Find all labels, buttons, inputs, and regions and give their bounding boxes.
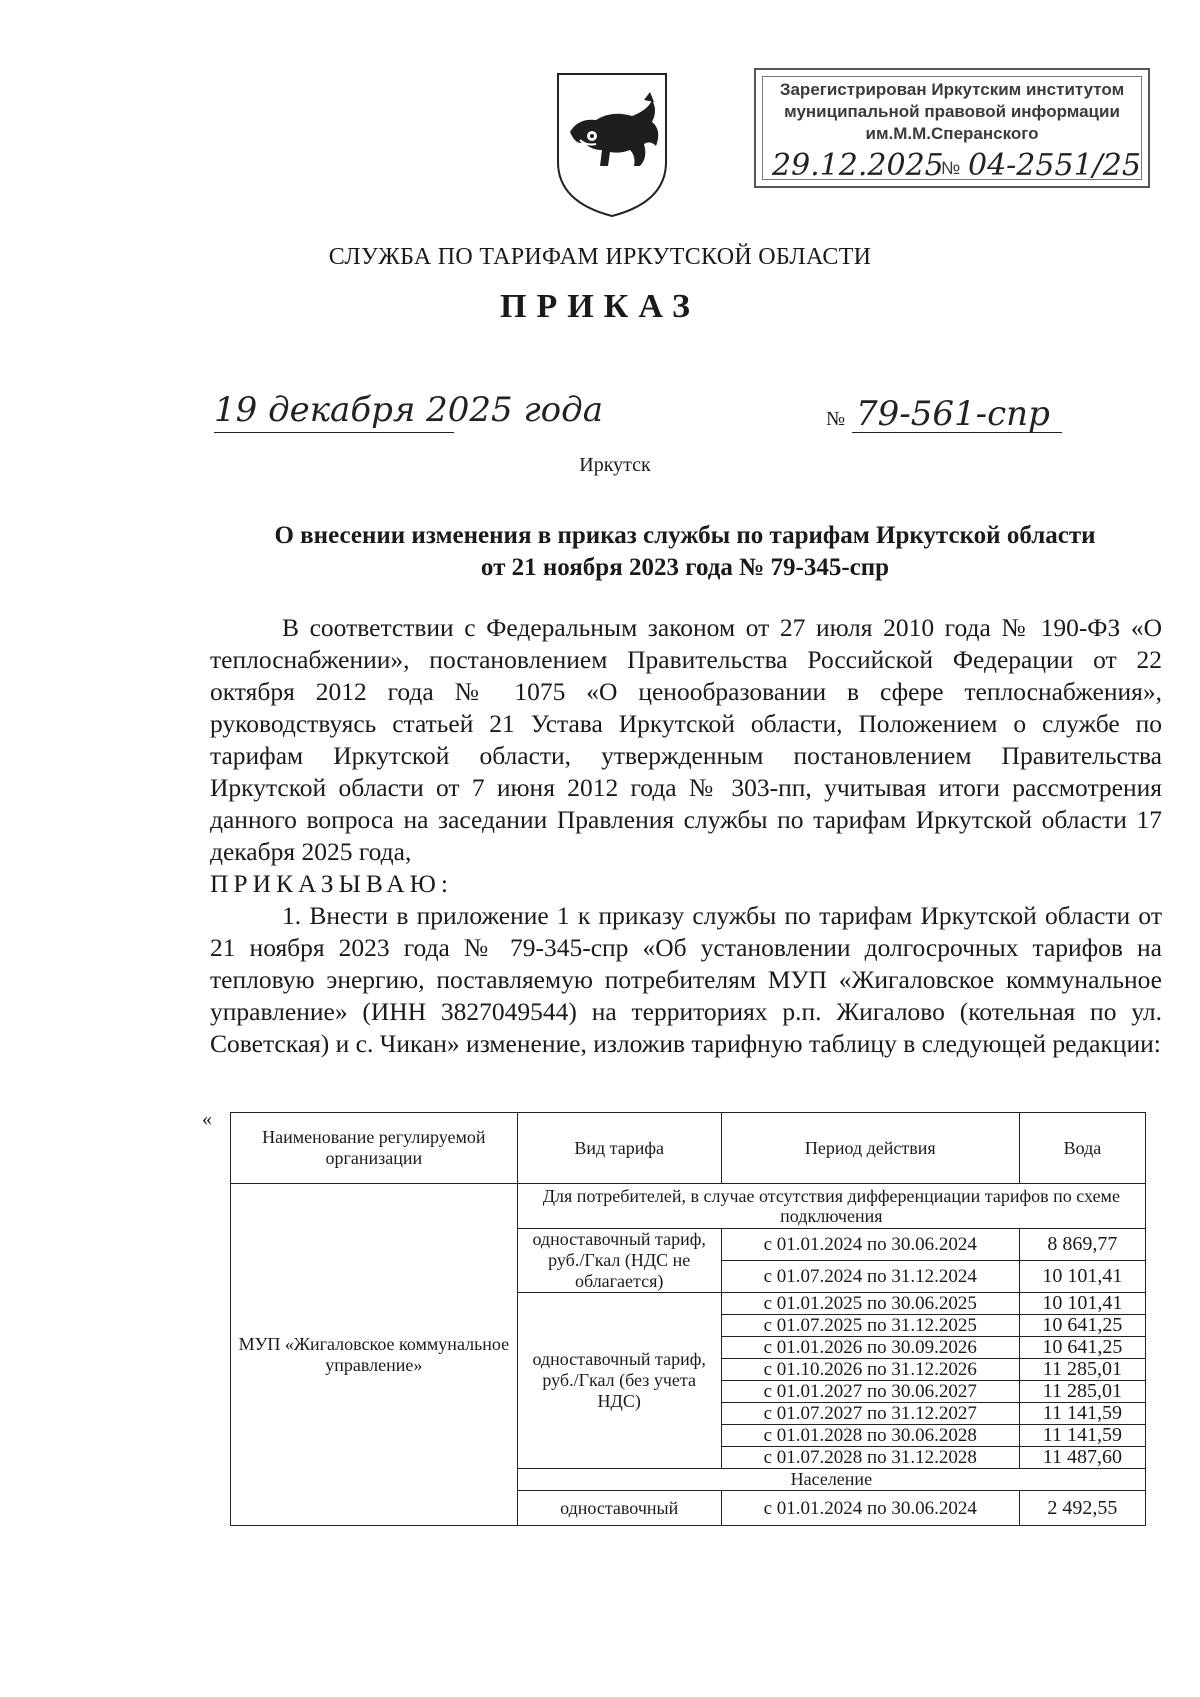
document-body: [210, 612, 1162, 1060]
prikazyvayu: ПРИКАЗЫВАЮ:: [210, 869, 453, 898]
header-tariff-type: Вид тарифа: [517, 1113, 721, 1184]
period-cell: с 01.01.2025 по 30.06.2025: [721, 1293, 1019, 1315]
number-underline: [852, 432, 1062, 433]
value-cell: 11 141,59: [1019, 1403, 1145, 1425]
header-organization: Наименование регулируемой организации: [231, 1113, 518, 1184]
title-line-2: от 21 ноября 2023 года № 79-345-спр: [480, 554, 890, 581]
tariff-type-no-vat: одноставочный тариф, руб./Гкал (без учета НДС): [517, 1293, 721, 1469]
table-row: [231, 1184, 1146, 1229]
population-tariff-type: одноставочный: [517, 1491, 721, 1526]
value-cell: 2 492,55: [1019, 1491, 1145, 1526]
title-line-1: О внесении изменения в приказ службы по тарифам Иркутской области: [274, 522, 1096, 549]
value-cell: 11 285,01: [1019, 1381, 1145, 1403]
value-cell: 11 487,60: [1019, 1447, 1145, 1469]
coat-of-arms-emblem: [552, 70, 672, 220]
tariff-table: [230, 1112, 1146, 1526]
period-cell: с 01.01.2024 по 30.06.2024: [721, 1491, 1019, 1526]
clause-1-paragraph: 1. Внести в приложение 1 к приказу службы по тарифам Иркутской области от 21 ноября 2023 года № 79-345-спр «Об установлении долгосрочных тарифов на тепловую энергию, поставляемую потребителям МУП «Жигаловское коммунальное управление» (ИНН 3827049544) на территориях р.п. Жигалово (котельная по ул. Советская) и с. Чикан» изменение, изложив тарифную таблицу в следующей редакции:: [210, 901, 1162, 1058]
section-2-heading: Население: [517, 1469, 1145, 1491]
agency-name: СЛУЖБА ПО ТАРИФАМ ИРКУТСКОЙ ОБЛАСТИ: [328, 244, 872, 270]
value-cell: 8 869,77: [1019, 1229, 1145, 1261]
period-cell: с 01.07.2025 по 31.12.2025: [721, 1315, 1019, 1337]
opening-quote: «: [202, 1108, 212, 1130]
period-cell: с 01.07.2028 по 31.12.2028: [721, 1447, 1019, 1469]
period-cell: с 01.01.2024 по 30.06.2024: [721, 1229, 1019, 1261]
preamble-paragraph: В соответствии с Федеральным законом от 27 июля 2010 года № 190-ФЗ «О теплоснабжении», постановлением Правительства Российской Федерации от 22 октября 2012 года № 1075 «О ценообразовании в сфере теплоснабжения», руководствуясь статьей 21 Устава Иркутской области, Положением о службе по тарифам Иркутской области, утвержденным постановлением Правительства Иркутской области от 7 июня 2012 года № 303-пп, учитывая итоги рассмотрения данного вопроса на заседании Правления службы по тарифам Иркутской области 17 декабря 2025 года,: [210, 613, 1162, 866]
document-type: ПРИКАЗ: [500, 288, 700, 325]
city: Иркутск: [579, 454, 651, 476]
period-cell: с 01.01.2026 по 30.09.2026: [721, 1337, 1019, 1359]
section-1-heading: Для потребителей, в случае отсутствия дифференциации тарифов по схеме подключения: [517, 1184, 1145, 1229]
table-header-row: [231, 1113, 1146, 1184]
stamp-line-2: муниципальной правовой информации: [784, 102, 1120, 121]
value-cell: 10 101,41: [1019, 1293, 1145, 1315]
stamp-handwritten-number: 04-2551/25: [968, 148, 1141, 183]
stamp-line-3: им.М.М.Сперанского: [865, 124, 1039, 143]
order-number-label: №: [826, 408, 846, 430]
value-cell: 11 141,59: [1019, 1425, 1145, 1447]
period-cell: с 01.07.2024 по 31.12.2024: [721, 1261, 1019, 1293]
value-cell: 11 285,01: [1019, 1359, 1145, 1381]
registration-stamp: [754, 68, 1150, 188]
stamp-number-label: №: [941, 158, 961, 178]
date-underline: [214, 432, 454, 433]
value-cell: 10 101,41: [1019, 1261, 1145, 1293]
stamp-handwritten-date: 29.12.2025: [772, 148, 944, 183]
handwritten-order-number: 79-561-спр: [856, 394, 1050, 434]
header-period: Период действия: [721, 1113, 1019, 1184]
stamp-line-1: Зарегистрирован Иркутским институтом: [779, 80, 1125, 99]
document-title: [205, 520, 1165, 584]
value-cell: 10 641,25: [1019, 1337, 1145, 1359]
handwritten-order-date: 19 декабря 2025 года: [214, 390, 603, 430]
period-cell: с 01.01.2027 по 30.06.2027: [721, 1381, 1019, 1403]
header-water: Вода: [1019, 1113, 1145, 1184]
tariff-type-vat-exempt: одноставочный тариф, руб./Гкал (НДС не облагается): [517, 1229, 721, 1293]
value-cell: 10 641,25: [1019, 1315, 1145, 1337]
period-cell: с 01.01.2028 по 30.06.2028: [721, 1425, 1019, 1447]
period-cell: с 01.10.2026 по 31.12.2026: [721, 1359, 1019, 1381]
organization-cell: МУП «Жигаловское коммунальное управление»: [231, 1184, 518, 1526]
period-cell: с 01.07.2027 по 31.12.2027: [721, 1403, 1019, 1425]
